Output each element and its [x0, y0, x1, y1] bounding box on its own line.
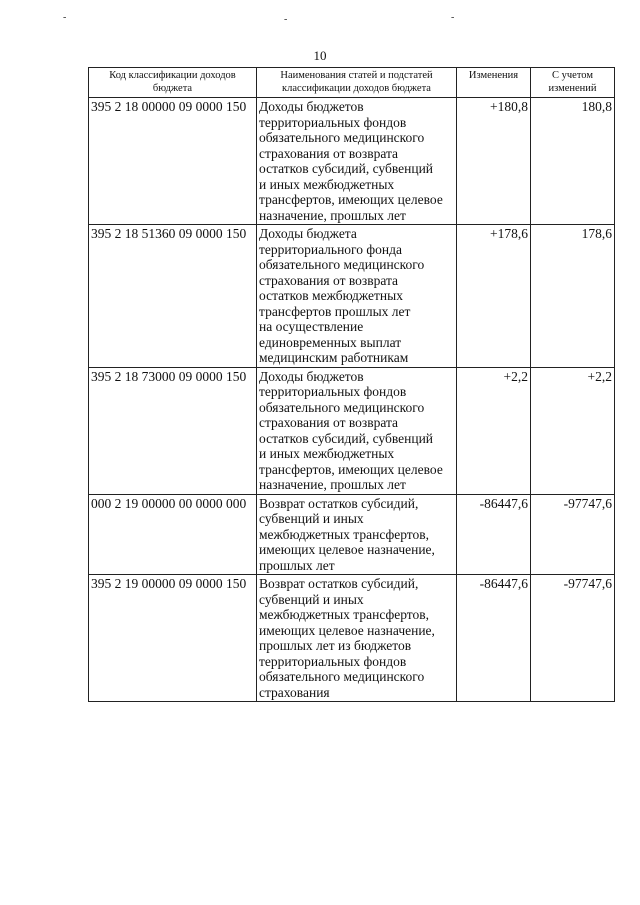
header-code: Код классификации доходов бюджета [89, 68, 257, 98]
item-name-line: обязательного медицинского [259, 669, 425, 684]
total-amount-cell: 178,6 [531, 225, 615, 368]
item-name-line: медицинским работникам [259, 350, 409, 365]
item-name-line: субвенций и иных [259, 591, 364, 607]
item-name-line: имеющих целевое назначение, [259, 622, 435, 638]
item-name-line: трансфертов, имеющих целевое [259, 461, 443, 477]
classification-code-cell: 395 2 18 73000 09 0000 150 [89, 367, 257, 494]
total-amount-cell: 180,8 [531, 98, 615, 225]
scan-artifact-mark: - [451, 12, 455, 23]
item-name-line: остатков межбюджетных [259, 288, 403, 303]
total-amount-cell: +2,2 [531, 367, 615, 494]
table-header-row [89, 68, 615, 98]
item-name-line: единовременных выплат [259, 334, 402, 350]
classification-code-cell: 395 2 19 00000 09 0000 150 [89, 575, 257, 702]
item-name-line: межбюджетных трансфертов, [259, 607, 430, 622]
item-name-line: страхования от возврата [259, 415, 399, 430]
item-name-line: и иных межбюджетных [259, 446, 395, 461]
item-name-line: территориальных фондов [259, 653, 407, 669]
table-row [89, 367, 615, 494]
item-name-line: Доходы бюджетов [259, 99, 364, 114]
header-total: С учетом изменений [531, 68, 615, 98]
scan-artifact-mark: - [284, 14, 288, 25]
scan-artifact-mark: - [63, 12, 67, 23]
item-name-line: субвенций и иных [259, 511, 364, 526]
change-amount-cell: -86447,6 [457, 575, 531, 702]
budget-revenue-table [88, 67, 615, 702]
item-name-line: прошлых лет [259, 557, 335, 573]
item-name-line: на осуществление [259, 319, 364, 334]
item-name-line: трансфертов, имеющих целевое [259, 192, 443, 207]
item-name-line: Возврат остатков субсидий, [259, 495, 419, 511]
change-amount-cell: +180,8 [457, 98, 531, 225]
item-name-line: трансфертов прошлых лет [259, 303, 411, 319]
item-name-cell [257, 575, 457, 702]
table-row [89, 98, 615, 225]
item-name-line: Возврат остатков субсидий, [259, 576, 419, 591]
item-name-cell [257, 367, 457, 494]
item-name-line: межбюджетных трансфертов, [259, 526, 430, 542]
item-name-line: страхования [259, 684, 330, 700]
change-amount-cell: -86447,6 [457, 494, 531, 575]
item-name-line: назначение, прошлых лет [259, 207, 406, 223]
item-name-cell [257, 98, 457, 225]
classification-code-cell: 395 2 18 51360 09 0000 150 [89, 225, 257, 368]
table-row [89, 494, 615, 575]
item-name-line: Доходы бюджета [259, 226, 357, 241]
table-row [89, 575, 615, 702]
item-name-cell [257, 494, 457, 575]
total-amount-cell: -97747,6 [531, 575, 615, 702]
item-name-line: страхования от возврата [259, 272, 399, 288]
table-row [89, 225, 615, 368]
item-name-line: обязательного медицинского [259, 399, 425, 415]
item-name-cell [257, 225, 457, 368]
item-name-line: территориальных фондов [259, 114, 407, 130]
item-name-line: страхования от возврата [259, 145, 399, 161]
item-name-line: имеющих целевое назначение, [259, 542, 435, 557]
item-name-line: остатков субсидий, субвенций [259, 430, 434, 446]
item-name-line: прошлых лет из бюджетов [259, 638, 412, 653]
page-number: 10 [313, 48, 327, 63]
total-amount-cell: -97747,6 [531, 494, 615, 575]
item-name-line: назначение, прошлых лет [259, 477, 406, 492]
change-amount-cell: +2,2 [457, 367, 531, 494]
item-name-line: территориальных фондов [259, 384, 407, 399]
change-amount-cell: +178,6 [457, 225, 531, 368]
item-name-line: остатков субсидий, субвенций [259, 161, 434, 176]
header-name: Наименования статей и подстатей классификации доходов бюджета [257, 68, 457, 98]
item-name-line: обязательного медицинского [259, 130, 425, 145]
header-change: Изменения [457, 68, 531, 98]
classification-code-cell: 395 2 18 00000 09 0000 150 [89, 98, 257, 225]
item-name-line: территориального фонда [259, 241, 402, 257]
classification-code-cell: 000 2 19 00000 00 0000 000 [89, 494, 257, 575]
item-name-line: Доходы бюджетов [259, 368, 364, 384]
item-name-line: обязательного медицинского [259, 257, 425, 272]
item-name-line: и иных межбюджетных [259, 176, 395, 192]
